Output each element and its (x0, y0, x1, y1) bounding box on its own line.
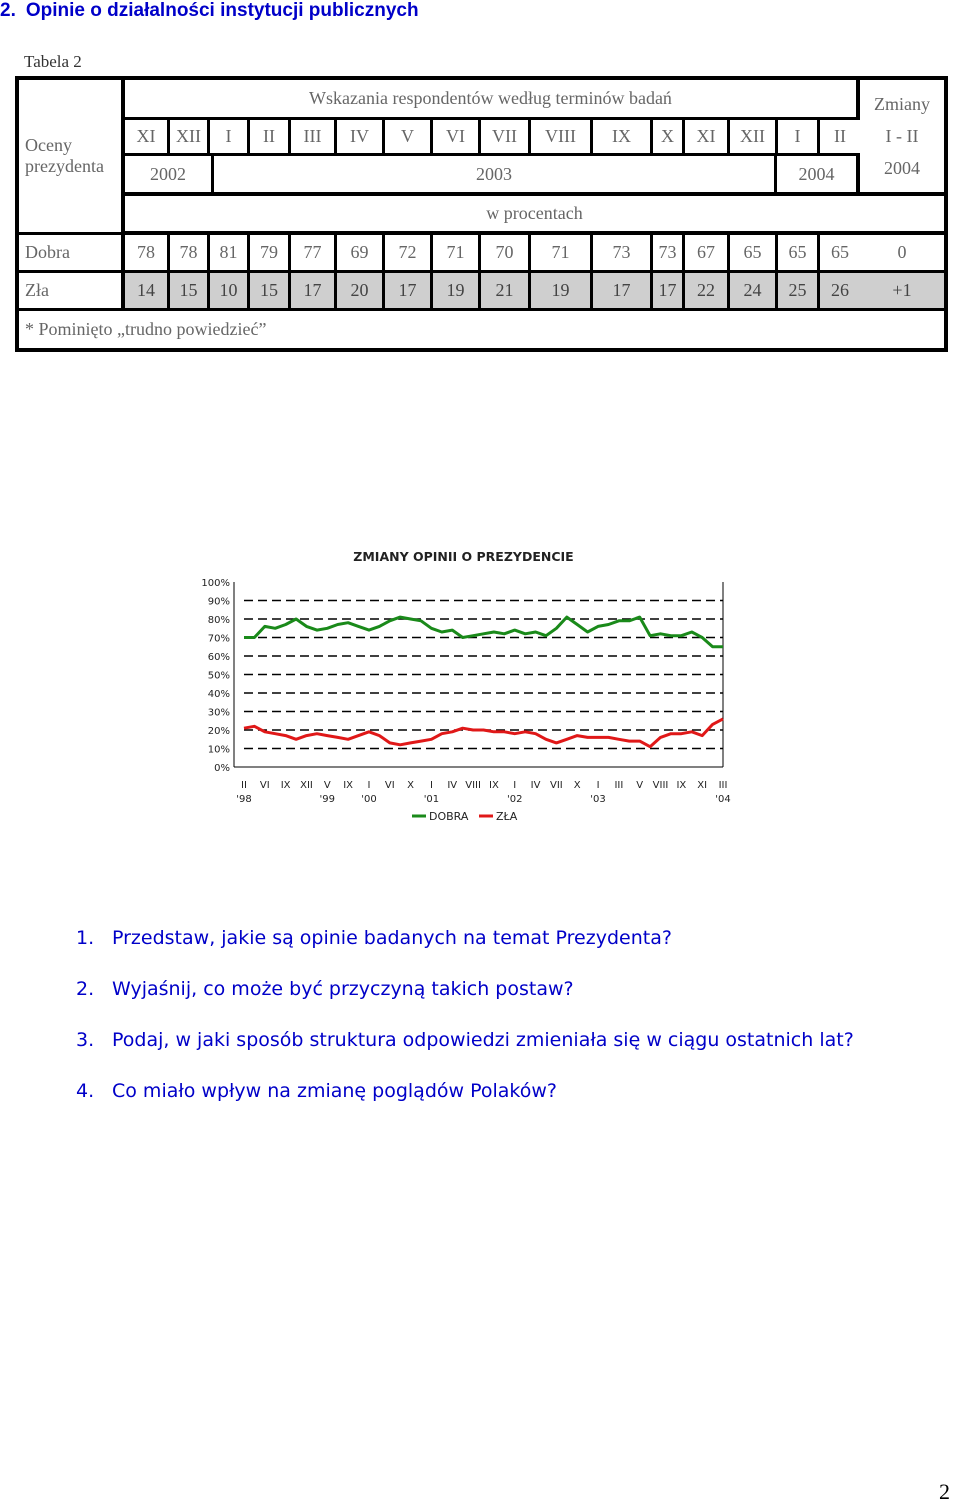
x-tick-label: VI (384, 780, 395, 791)
x-tick-label: XII (300, 780, 313, 791)
x-year-label: '00 (361, 794, 377, 805)
year-header-cell: 2002 (125, 156, 211, 192)
series-line-zla (244, 719, 723, 747)
unit-cell: w procentach (125, 196, 944, 231)
month-header-cell: XII (730, 120, 775, 153)
value-cell: 65 (778, 235, 817, 270)
y-tick-label: 50% (207, 670, 230, 682)
x-tick-label: XI (697, 780, 708, 791)
month-header-cell: XI (685, 120, 727, 153)
month-header-cell: X (653, 120, 682, 153)
value-cell: 78 (125, 235, 167, 270)
month-header-cell: I (778, 120, 817, 153)
question-item: 4. Co miało wpływ na zmianę poglądów Polaków? (76, 1080, 557, 1102)
value-cell: 26 (820, 273, 860, 308)
question-item: 1. Przedstaw, jakie są opinie badanych na temat Prezydenta? (76, 927, 672, 949)
legend-label: DOBRA (429, 810, 469, 823)
value-cell: 79 (250, 235, 288, 270)
month-header-cell: XI (125, 120, 167, 153)
question-text: Przedstaw, jakie są opinie badanych na temat Prezydenta? (112, 927, 672, 949)
month-header-cell: III (291, 120, 334, 153)
row-label-cell: Dobra (19, 235, 121, 270)
footnote-cell: * Pominięto „trudno powiedzieć” (19, 311, 944, 348)
question-item: 2. Wyjaśnij, co może być przyczyną takich postaw? (76, 978, 574, 1000)
value-cell: 20 (337, 273, 382, 308)
value-cell: 69 (337, 235, 382, 270)
month-header-cell: V (385, 120, 430, 153)
x-tick-label: VIII (652, 780, 669, 791)
x-tick-label: VII (550, 780, 563, 791)
y-tick-label: 0% (214, 763, 230, 774)
value-cell: 71 (433, 235, 478, 270)
change-value-cell: +1 (860, 273, 944, 308)
x-tick-label: III (614, 780, 624, 791)
y-tick-label: 40% (207, 689, 230, 700)
section-title: Opinie o działalności instytucji publicznych (25, 0, 419, 21)
change-year: 2004 (884, 158, 920, 178)
value-cell: 73 (593, 235, 650, 270)
series-line-dobra (244, 617, 723, 647)
x-tick-label: I (513, 780, 517, 791)
x-tick-label: VIII (465, 780, 481, 791)
page-number: 2 (939, 1479, 950, 1504)
value-cell: 24 (730, 273, 775, 308)
month-header-cell: II (250, 120, 288, 153)
x-tick-label: V (323, 780, 331, 791)
value-cell: 21 (481, 273, 528, 308)
month-header-cell: VIII (531, 120, 590, 153)
x-year-label: '04 (715, 794, 731, 805)
value-cell: 73 (653, 235, 682, 270)
section-heading (0, 0, 429, 22)
month-header-cell: I (210, 120, 247, 153)
y-tick-label: 30% (207, 707, 230, 719)
x-year-label: '01 (423, 794, 440, 805)
question-item: 3. Podaj, w jaki sposób struktura odpowiedzi zmieniała się w ciągu ostatnich lat? (76, 1029, 854, 1051)
question-text: Podaj, w jaki sposób struktura odpowiedzi zmieniała się w ciągu ostatnich lat? (112, 1029, 854, 1051)
y-tick-label: 100% (201, 578, 230, 589)
x-year-label: '02 (506, 794, 523, 805)
year-header-cell: 2004 (777, 156, 856, 192)
value-cell: 17 (291, 273, 334, 308)
value-cell: 81 (210, 235, 247, 270)
value-cell: 10 (210, 273, 247, 308)
chart-title: ZMIANY OPINII O PREZYDENCIE (353, 549, 574, 564)
value-cell: 70 (481, 235, 528, 270)
x-tick-label: IX (489, 780, 499, 791)
value-cell: 72 (385, 235, 430, 270)
value-cell: 77 (291, 235, 334, 270)
y-tick-label: 60% (207, 652, 230, 663)
value-cell: 65 (820, 235, 860, 270)
row-header-label: Oceny prezydenta (25, 135, 104, 176)
change-value-cell: 0 (860, 235, 944, 270)
group-header-cell: Wskazania respondentów według terminów badań (125, 80, 856, 117)
x-tick-label: I (367, 780, 371, 791)
value-cell: 22 (685, 273, 727, 308)
legend-label: ZŁA (496, 810, 518, 823)
section-number: 2. (0, 0, 16, 21)
value-cell: 19 (531, 273, 590, 308)
value-cell: 15 (170, 273, 207, 308)
row-header-cell (19, 80, 121, 232)
x-tick-label: II (241, 780, 247, 791)
y-tick-label: 10% (207, 744, 230, 756)
month-header-cell: II (820, 120, 860, 153)
y-tick-label: 20% (207, 726, 230, 737)
y-tick-label: 80% (207, 615, 230, 626)
value-cell: 17 (593, 273, 650, 308)
x-tick-label: V (636, 780, 644, 791)
x-year-label: '99 (319, 794, 336, 805)
value-cell: 17 (385, 273, 430, 308)
x-tick-label: IX (280, 780, 291, 791)
value-cell: 19 (433, 273, 478, 308)
table-caption: Tabela 2 (24, 52, 82, 71)
value-cell: 25 (778, 273, 817, 308)
x-year-label: '03 (590, 794, 606, 805)
value-cell: 14 (125, 273, 167, 308)
change-header-cell (860, 80, 944, 192)
change-title: Zmiany (874, 94, 930, 114)
value-cell: 17 (653, 273, 682, 308)
question-text: Co miało wpływ na zmianę poglądów Polaków? (112, 1080, 557, 1102)
x-tick-label: IX (343, 780, 354, 791)
question-text: Wyjaśnij, co może być przyczyną takich postaw? (112, 978, 574, 1000)
value-cell: 15 (250, 273, 288, 308)
value-cell: 78 (170, 235, 207, 270)
value-cell: 67 (685, 235, 727, 270)
y-tick-label: 90% (207, 596, 230, 608)
x-tick-label: III (718, 780, 728, 791)
y-tick-label: 70% (207, 633, 230, 645)
x-tick-label: IV (530, 780, 541, 791)
x-tick-label: I (429, 780, 433, 791)
month-header-cell: IX (593, 120, 650, 153)
data-table (15, 76, 948, 352)
x-tick-label: I (596, 780, 600, 791)
x-tick-label: X (407, 780, 415, 791)
month-header-cell: VII (481, 120, 528, 153)
row-label-cell: Zła (19, 273, 121, 308)
x-tick-label: VI (259, 780, 270, 791)
x-tick-label: IX (676, 780, 687, 791)
month-header-cell: IV (337, 120, 382, 153)
x-year-label: '98 (236, 794, 252, 805)
change-range: I - II (885, 126, 919, 146)
month-header-cell: XII (170, 120, 207, 153)
month-header-cell: VI (433, 120, 478, 153)
value-cell: 65 (730, 235, 775, 270)
x-tick-label: IV (447, 780, 458, 791)
year-header-cell: 2003 (214, 156, 774, 192)
x-tick-label: X (573, 780, 581, 791)
line-chart (190, 540, 735, 830)
value-cell: 71 (531, 235, 590, 270)
